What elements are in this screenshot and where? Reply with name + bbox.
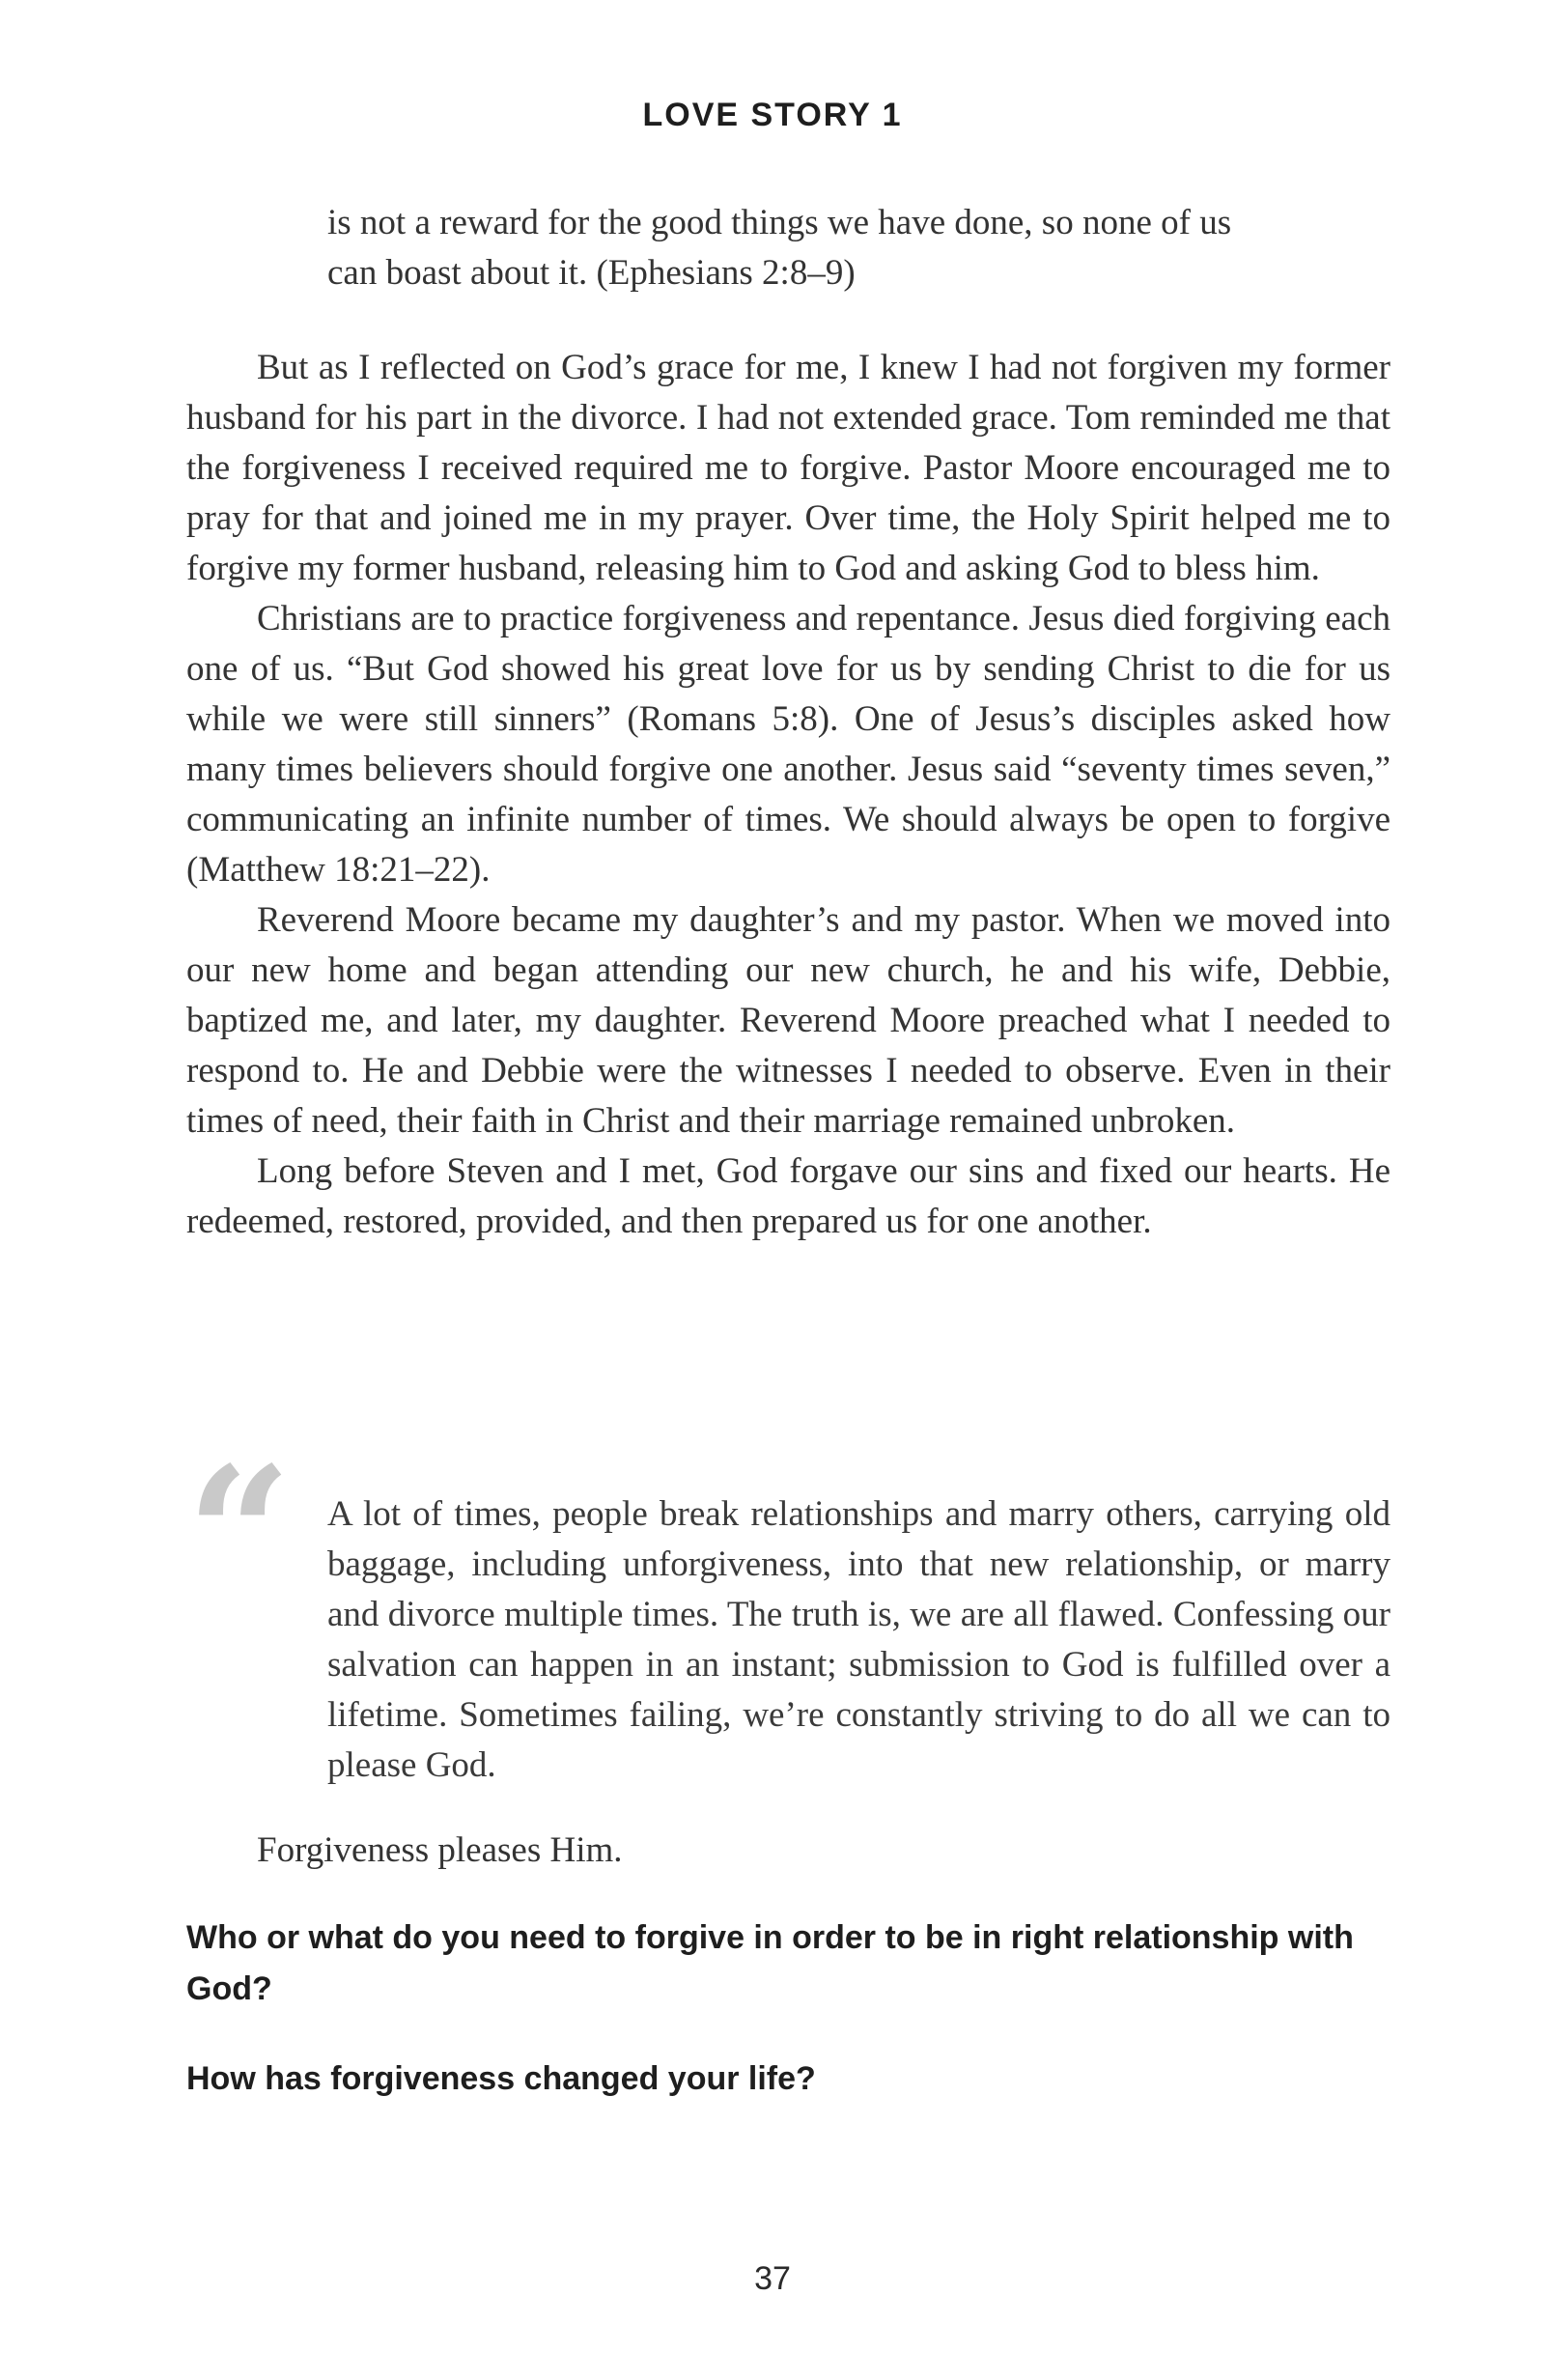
running-head: LOVE STORY 1 (642, 97, 903, 133)
scripture-quote-text: is not a reward for the good things we have done, so none of us can boast about it. (Ephesians 2:8–9) (327, 203, 1232, 293)
page-number: 37 (754, 2260, 791, 2297)
paragraph-2: Christians are to practice forgiveness and repentance. Jesus died forgiving each one of us. “But God showed his great love for us by sending Christ to die for us while we were still sinners” (Romans 5:8). One of Jesus’s disciples asked how many times believers should forgive one another. Jesus said “seventy times seven,” communicating an infinite number of times. We should always be open to forgive (Matthew 18:21–22). (186, 599, 1390, 890)
quote-mark-icon: “ (186, 1427, 293, 1642)
paragraphs (186, 343, 1390, 1247)
paragraph-4: Long before Steven and I met, God forgave our sins and fixed our hearts. He redeemed, restored, provided, and then prepared us for one another. (186, 1151, 1390, 1241)
pull-quote-text: A lot of times, people break relationships and marry others, carrying old baggage, including unforgiveness, into that new relationship, or marry and divorce multiple times. The truth is, we are all flawed. Confessing our salvation can happen in an instant; submission to God is fulfilled over a lifetime. Sometimes failing, we’re constantly striving to do all we can to please God. (327, 1494, 1390, 1785)
question-1: Who or what do you need to forgive in order to be in right relationship with God? (186, 1919, 1354, 2007)
question-2: How has forgiveness changed your life? (186, 2060, 816, 2097)
reflection-questions (186, 1912, 1390, 2105)
closing-block (186, 1826, 1390, 1876)
paragraph-1: But as I reflected on God’s grace for me, I knew I had not forgiven my former husband for his part in the divorce. I had not extended grace. Tom reminded me that the forgiveness I received required me to forgive. Pastor Moore encouraged me to pray for that and joined me in my prayer. Over time, the Holy Spirit helped me to forgive my former husband, releasing him to God and asking God to bless him. (186, 348, 1390, 588)
paragraph-3: Reverend Moore became my daughter’s and my pastor. When we moved into our new home and began attending our new church, he and his wife, Debbie, baptized me, and later, my daughter. Reverend Moore preached what I needed to respond to. He and Debbie were the witnesses I needed to observe. Even in their times of need, their faith in Christ and their marriage remained unbroken. (186, 900, 1390, 1141)
pull-quote (186, 1427, 1390, 1791)
scripture-block-quote (186, 198, 1390, 298)
closing-line: Forgiveness pleases Him. (257, 1830, 623, 1870)
